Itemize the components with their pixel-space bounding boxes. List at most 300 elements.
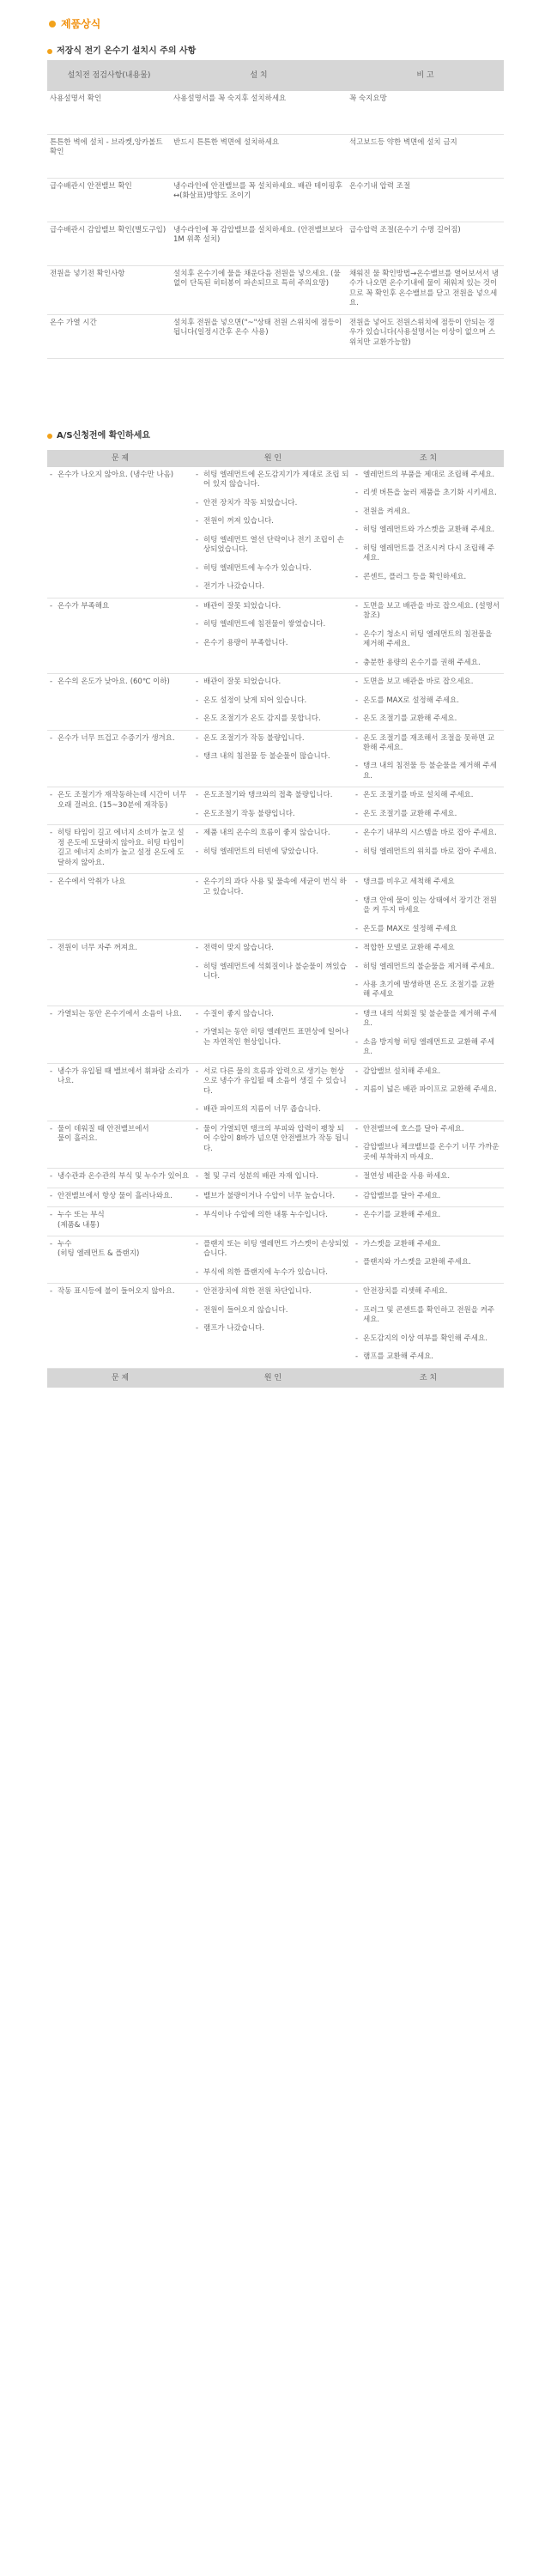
list-item-text: 감압밸브나 체크밸브를 온수기 너무 가까운 곳에 부착하지 마세요. bbox=[363, 1143, 500, 1162]
list-item-text: 밸브가 불량이거나 수압이 너무 높습니다. bbox=[203, 1191, 336, 1200]
table-row bbox=[47, 1236, 504, 1283]
problem-list bbox=[50, 1125, 191, 1145]
troubleshooting-table bbox=[47, 450, 504, 1388]
dash-bullet: - bbox=[196, 1305, 199, 1315]
list-item bbox=[355, 1143, 501, 1163]
dash-bullet: - bbox=[196, 517, 199, 526]
list-item bbox=[355, 963, 501, 972]
list-item-text: 온수기의 과다 사용 및 물속에 세균이 번식 하고 있습니다. bbox=[203, 878, 347, 896]
list-item-text: 소음 방지형 히팅 엘레먼트로 교환해 주세요. bbox=[363, 1037, 495, 1057]
dash-bullet: - bbox=[196, 1211, 199, 1220]
table-cell bbox=[193, 1005, 353, 1063]
list-item bbox=[50, 1125, 191, 1134]
dash-bullet: - bbox=[196, 1287, 199, 1297]
list-item-text: 온도 조절기가 작동 불량입니다. bbox=[203, 733, 305, 743]
table-cell bbox=[47, 874, 193, 940]
table-cell bbox=[193, 1121, 353, 1168]
table-cell bbox=[353, 1207, 504, 1236]
table-row bbox=[47, 874, 504, 940]
dash-bullet bbox=[50, 1221, 58, 1230]
table-cell bbox=[47, 1005, 193, 1063]
dash-bullet: - bbox=[196, 1124, 199, 1133]
table-cell bbox=[353, 1121, 504, 1168]
list-item-text: 온수가 나오지 않아요. (냉수만 나옴) bbox=[58, 471, 174, 479]
list-item bbox=[355, 1125, 501, 1134]
list-item bbox=[196, 1287, 350, 1297]
solution-list bbox=[355, 1192, 501, 1201]
installation-section-heading bbox=[47, 45, 504, 58]
solution-list bbox=[355, 734, 501, 782]
table-row bbox=[47, 1284, 504, 1368]
dash-bullet: - bbox=[355, 791, 359, 800]
list-item-text: 히팅 엘레먼트의 터빈에 닿았습니다. bbox=[203, 847, 318, 856]
list-item-text: 탱크 안에 물이 있는 상태에서 장기간 전원을 켜 두지 마세요 bbox=[363, 896, 497, 915]
table-cell bbox=[193, 787, 353, 825]
list-item bbox=[196, 1105, 350, 1115]
list-item bbox=[196, 602, 350, 611]
list-item bbox=[50, 1134, 191, 1144]
solution-list bbox=[355, 944, 501, 1000]
installation-table bbox=[47, 60, 504, 359]
solution-list bbox=[355, 471, 501, 582]
list-item-text: 온수가 너무 뜨겁고 수증기가 생겨요. bbox=[58, 733, 175, 743]
list-item bbox=[355, 1067, 501, 1077]
bullet-dot-icon bbox=[49, 21, 56, 27]
table-cell bbox=[353, 730, 504, 787]
table-row bbox=[47, 179, 504, 222]
header-cell: 문 제 bbox=[47, 450, 193, 467]
dash-bullet: - bbox=[196, 498, 199, 507]
list-item bbox=[355, 810, 501, 819]
table-row bbox=[47, 222, 504, 266]
list-item bbox=[50, 829, 191, 868]
list-item-text: 온수기 내부의 시스템을 바로 잡아 주세요. bbox=[363, 829, 497, 838]
dash-bullet: - bbox=[50, 1124, 53, 1133]
dash-bullet: - bbox=[50, 791, 53, 800]
dash-bullet: - bbox=[355, 1239, 359, 1249]
table-cell bbox=[193, 940, 353, 1006]
list-item-text: 감압밸브 설치해 주세요. bbox=[363, 1066, 441, 1076]
dash-bullet: - bbox=[196, 733, 199, 743]
list-item bbox=[50, 1249, 191, 1259]
cause-list bbox=[196, 1192, 350, 1201]
list-item bbox=[196, 1240, 350, 1260]
dash-bullet: - bbox=[355, 572, 359, 581]
list-item bbox=[355, 1010, 501, 1030]
dash-bullet: - bbox=[196, 847, 199, 856]
table-cell bbox=[47, 1236, 193, 1283]
dash-bullet: - bbox=[355, 1172, 359, 1182]
list-item bbox=[196, 752, 350, 762]
list-item bbox=[50, 878, 191, 887]
dash-bullet: - bbox=[196, 944, 199, 953]
list-item-text: 온도 조절기가 온도 감지를 못합니다. bbox=[203, 714, 321, 724]
list-item-text: 배관이 잘못 되었습니다. bbox=[203, 677, 282, 687]
list-item-text: 램프를 교환해 주세요. bbox=[363, 1352, 434, 1362]
list-item bbox=[196, 1324, 350, 1334]
table-cell bbox=[47, 940, 193, 1006]
list-item-text: 온도조절기 작동 불량입니다. bbox=[203, 809, 295, 818]
dash-bullet: - bbox=[355, 696, 359, 705]
dash-bullet: - bbox=[196, 809, 199, 818]
dash-bullet: - bbox=[355, 1287, 359, 1297]
list-item-text: 온도 조절기를 재조해서 조절을 못하면 교환해 주세요. bbox=[363, 733, 495, 752]
list-item bbox=[50, 1211, 191, 1220]
table-row bbox=[47, 730, 504, 787]
list-item bbox=[196, 878, 350, 897]
list-item-text: 안전밸브에 호스를 달아 주세요. bbox=[363, 1124, 464, 1133]
solution-list bbox=[355, 1067, 501, 1096]
dash-bullet: - bbox=[50, 1211, 53, 1220]
list-item bbox=[196, 696, 350, 706]
list-item bbox=[355, 1334, 501, 1344]
list-item bbox=[196, 1172, 350, 1182]
list-item bbox=[196, 944, 350, 953]
list-item bbox=[355, 471, 501, 480]
list-item bbox=[196, 1268, 350, 1278]
table-cell: 냉수라인에 꼭 감압밸브를 설치하세요. (안전밸브보다 1M 위쪽 설치) bbox=[171, 222, 347, 266]
table-cell: 채워진 물 확인방법→온수밸브를 열어보셔서 냉수가 나오면 온수기내에 물이 채워져 있는 것이므로 꼭 확인후 온수밸브를 닫고 전원을 넣으세요. bbox=[347, 266, 504, 315]
dash-bullet: - bbox=[355, 489, 359, 498]
dash-bullet: - bbox=[196, 1009, 199, 1018]
list-item-text: (히팅 엘레먼트 & 플랜지) bbox=[58, 1249, 140, 1259]
dash-bullet: - bbox=[355, 544, 359, 553]
list-item-text: 온도조절기와 탱크와의 접촉 불량입니다. bbox=[203, 791, 333, 800]
list-item bbox=[196, 517, 350, 526]
problem-list bbox=[50, 1172, 191, 1182]
cause-list bbox=[196, 677, 350, 724]
dash-bullet: - bbox=[355, 1334, 359, 1343]
list-item bbox=[196, 1028, 350, 1048]
solution-list bbox=[355, 829, 501, 857]
list-item bbox=[50, 1192, 191, 1201]
list-item bbox=[50, 1221, 191, 1230]
list-item-text: 히팅 엘레먼트에 침전물이 쌓였습니다. bbox=[203, 620, 326, 629]
list-item-text: 탱크 내의 침전물 등 불순물을 제거해 주세요. bbox=[363, 762, 497, 781]
list-item-text: 히팅 엘레먼트에 온도감지기가 제대로 조립 되어 있지 않습니다. bbox=[203, 471, 349, 489]
table-cell bbox=[193, 874, 353, 940]
dash-bullet: - bbox=[50, 1239, 53, 1249]
list-item-text: 부식에 의한 플랜지에 누수가 있습니다. bbox=[203, 1267, 328, 1277]
dash-bullet: - bbox=[355, 1211, 359, 1220]
list-item bbox=[196, 1067, 350, 1097]
list-item bbox=[355, 1306, 501, 1326]
list-item-text: 온수가 부족해요 bbox=[58, 601, 110, 611]
table-header-row bbox=[47, 450, 504, 467]
dash-bullet: - bbox=[355, 924, 359, 933]
dash-bullet: - bbox=[355, 629, 359, 639]
table-row bbox=[47, 1121, 504, 1168]
dash-bullet: - bbox=[355, 507, 359, 516]
dash-bullet: - bbox=[196, 714, 199, 724]
table-cell: 반드시 튼튼한 벽면에 설치하세요 bbox=[171, 135, 347, 179]
list-item-text: 적합한 모델로 교환해 주세요 bbox=[363, 944, 455, 953]
list-item bbox=[355, 791, 501, 800]
dash-bullet: - bbox=[196, 1105, 199, 1115]
dash-bullet: - bbox=[355, 658, 359, 667]
table-cell bbox=[193, 467, 353, 598]
dash-bullet: - bbox=[50, 471, 53, 479]
list-item bbox=[355, 1258, 501, 1267]
dash-bullet: - bbox=[196, 1191, 199, 1200]
list-item bbox=[196, 791, 350, 800]
table-cell bbox=[353, 1284, 504, 1368]
table-cell bbox=[353, 1063, 504, 1121]
dash-bullet: - bbox=[196, 1324, 199, 1334]
table-cell: 설치후 온수기에 물을 채운다음 전원을 넣으세요. (물없이 단독된 히터봉이 파손되므로 특히 주의요망) bbox=[171, 266, 347, 315]
table-footer-row bbox=[47, 1368, 504, 1388]
dash-bullet: - bbox=[355, 1352, 359, 1362]
list-item-text: 전기가 나갔습니다. bbox=[203, 582, 265, 592]
list-item bbox=[355, 896, 501, 916]
list-item-text: 안전밸브에서 항상 물이 흘러나와요. bbox=[58, 1191, 173, 1200]
table-cell bbox=[353, 940, 504, 1006]
list-item-text: 온도 조절기를 바로 설치해 주세요. bbox=[363, 791, 474, 800]
list-item bbox=[196, 714, 350, 724]
list-item-text: 충분한 용량의 온수기를 권해 주세요. bbox=[363, 658, 481, 667]
dash-bullet: - bbox=[50, 1191, 53, 1200]
cause-list bbox=[196, 602, 350, 648]
solution-list bbox=[355, 1125, 501, 1163]
solution-list bbox=[355, 791, 501, 819]
table-cell: 튼튼한 벽에 설치 - 브라켓,앙카볼트 확인 bbox=[47, 135, 171, 179]
list-item-text: 플랜지와 가스켓을 교환해 주세요. bbox=[363, 1258, 471, 1267]
problem-list bbox=[50, 829, 191, 868]
dash-bullet: - bbox=[355, 762, 359, 771]
cause-list bbox=[196, 734, 350, 762]
table-cell bbox=[353, 1005, 504, 1063]
dash-bullet: - bbox=[355, 809, 359, 818]
list-item bbox=[196, 1125, 350, 1154]
table-cell bbox=[47, 787, 193, 825]
dash-bullet: - bbox=[196, 1066, 199, 1076]
list-item-text: 가열되는 동안 온수기에서 소음이 나요. bbox=[58, 1009, 182, 1018]
list-item-text: 리셋 버튼을 눌러 제품을 초기화 시키세요. bbox=[363, 489, 497, 498]
list-item-text: 엘레먼트의 부품을 제대로 조립해 주세요. bbox=[363, 471, 495, 479]
list-item-text: 탱크 내의 침전물 등 불순물이 많습니다. bbox=[203, 751, 330, 761]
problem-list bbox=[50, 602, 191, 611]
list-item bbox=[50, 471, 191, 480]
solution-list bbox=[355, 1010, 501, 1058]
dash-bullet: - bbox=[50, 1009, 53, 1018]
table-cell bbox=[353, 674, 504, 730]
list-item-text: 히팅 엘레먼트의 위치를 바로 잡아 주세요. bbox=[363, 847, 497, 856]
list-item-text: 온수의 온도가 낮아요. (60℃ 이하) bbox=[58, 677, 170, 687]
dash-bullet: - bbox=[50, 829, 53, 838]
table-cell: 사용설명서 확인 bbox=[47, 91, 171, 135]
list-item-text: 히팅 엘레먼트와 가스켓을 교환해 주세요. bbox=[363, 526, 495, 535]
solution-list bbox=[355, 1172, 501, 1182]
list-item bbox=[355, 762, 501, 781]
list-item-text: 온수기 용량이 부족합니다. bbox=[203, 638, 288, 647]
list-item bbox=[355, 630, 501, 650]
table-row bbox=[47, 825, 504, 874]
table-row bbox=[47, 314, 504, 358]
dash-bullet: - bbox=[196, 582, 199, 592]
list-item bbox=[196, 734, 350, 744]
list-item-text: 온도감지의 이상 여부를 확인해 주세요. bbox=[363, 1334, 487, 1343]
list-item bbox=[50, 944, 191, 953]
list-item-text: 감압밸브를 달아 주세요. bbox=[363, 1191, 441, 1200]
list-item bbox=[50, 1172, 191, 1182]
table-row bbox=[47, 1207, 504, 1236]
table-cell bbox=[193, 674, 353, 730]
list-item-text: 콘센트, 플러그 등을 확인하세요. bbox=[363, 572, 467, 581]
solution-list bbox=[355, 677, 501, 724]
list-item-text: (제품& 내통) bbox=[58, 1220, 100, 1230]
table-cell bbox=[353, 598, 504, 673]
list-item-text: 온도 설정이 낮게 되어 있습니다. bbox=[203, 696, 307, 705]
cause-list bbox=[196, 471, 350, 592]
list-item-text: 전원이 꺼져 있습니다. bbox=[203, 517, 275, 526]
list-item-text: 부식이나 수압에 의한 내통 누수입니다. bbox=[203, 1211, 328, 1220]
problem-list bbox=[50, 1240, 191, 1260]
list-item-text: 누수 bbox=[58, 1239, 72, 1249]
solution-list bbox=[355, 1287, 501, 1362]
list-item bbox=[355, 1192, 501, 1201]
table-row bbox=[47, 940, 504, 1006]
list-item bbox=[50, 791, 191, 811]
list-item-text: 히팅 타임이 길고 에너지 소비가 높고 설정 온도에 도달하지 않아요. 히팅 타임이 길고 에너지 소비가 높고 설정 온도에 도달하지 않아요. bbox=[58, 829, 185, 867]
footer-cell: 조 치 bbox=[353, 1368, 504, 1388]
list-item bbox=[355, 944, 501, 953]
table-cell bbox=[193, 1188, 353, 1206]
table-row bbox=[47, 787, 504, 825]
table-cell bbox=[47, 1188, 193, 1206]
list-item bbox=[196, 1192, 350, 1201]
dash-bullet: - bbox=[355, 981, 359, 989]
dash-bullet: - bbox=[355, 1305, 359, 1315]
header-cell: 원 인 bbox=[193, 450, 353, 467]
table-row bbox=[47, 266, 504, 315]
list-item-text: 안전장치에 의한 전원 차단입니다. bbox=[203, 1287, 312, 1297]
installation-section bbox=[47, 45, 504, 359]
list-item bbox=[355, 848, 501, 857]
list-item bbox=[355, 981, 501, 1000]
list-item bbox=[50, 1287, 191, 1297]
list-item-text: 램프가 나갔습니다. bbox=[203, 1324, 265, 1334]
dash-bullet: - bbox=[50, 1172, 53, 1182]
dash-bullet: - bbox=[355, 1085, 359, 1095]
list-item-text: 온도를 MAX로 설정해 주세요 bbox=[363, 924, 457, 933]
list-item-text: 탱크 내의 석회질 및 불순물을 제거해 주세요. bbox=[363, 1009, 497, 1029]
dash-bullet: - bbox=[50, 878, 53, 887]
as-check-section-heading bbox=[47, 429, 504, 443]
list-item bbox=[355, 878, 501, 887]
solution-list bbox=[355, 878, 501, 934]
problem-list bbox=[50, 1192, 191, 1201]
cause-list bbox=[196, 1067, 350, 1115]
dash-bullet: - bbox=[196, 620, 199, 629]
table-row bbox=[47, 91, 504, 135]
dash-bullet: - bbox=[196, 471, 199, 479]
list-item bbox=[355, 1352, 501, 1362]
list-item-text: 누수 또는 부식 bbox=[58, 1211, 105, 1220]
table-cell bbox=[353, 1236, 504, 1283]
page-title: 제품상식 bbox=[61, 17, 101, 30]
cause-list bbox=[196, 878, 350, 897]
list-item-text: 온수기를 교환해 주세요. bbox=[363, 1211, 441, 1220]
dash-bullet: - bbox=[196, 962, 199, 971]
list-item-text: 절연성 배관을 사용 하세요. bbox=[363, 1172, 451, 1182]
dash-bullet: - bbox=[355, 829, 359, 838]
dash-bullet: - bbox=[355, 471, 359, 479]
list-item-text: 온수기 청소시 히팅 엘레먼트의 침전물을 제거해 주세요. bbox=[363, 629, 493, 649]
table-cell: 사용설명서를 꼭 숙지후 설치하세요 bbox=[171, 91, 347, 135]
table-cell: 온수 가열 시간 bbox=[47, 314, 171, 358]
list-item-text: 플랜지 또는 히팅 엘레먼트 가스켓이 손상되었습니다. bbox=[203, 1239, 349, 1259]
list-item-text: 안전장치를 리셋해 주세요. bbox=[363, 1287, 448, 1297]
dash-bullet bbox=[50, 1249, 58, 1259]
cause-list bbox=[196, 791, 350, 819]
list-item bbox=[196, 582, 350, 592]
list-item bbox=[196, 564, 350, 574]
section-title: 저장식 전기 온수기 설치시 주의 사항 bbox=[57, 46, 197, 57]
list-item-text: 철 및 구리 성분의 배관 자재 입니다. bbox=[203, 1172, 318, 1182]
table-cell bbox=[353, 467, 504, 598]
dash-bullet: - bbox=[355, 1066, 359, 1076]
table-cell: 전원을 넣어도 전원스위치에 점등이 안되는 경우가 있습니다(사용설명서는 이상이 없으며 스위치만 교환가능함) bbox=[347, 314, 504, 358]
problem-list bbox=[50, 1067, 191, 1087]
list-item bbox=[50, 734, 191, 744]
dash-bullet: - bbox=[50, 601, 53, 611]
list-item-text: 물이 흘러요. bbox=[58, 1134, 98, 1144]
cause-list bbox=[196, 1287, 350, 1334]
table-header-row bbox=[47, 60, 504, 91]
list-item-text: 서로 다른 물의 흐름과 압력으로 생기는 현상으로 냉수가 유입될 때 소음이 생길 수 있습니다. bbox=[203, 1066, 347, 1096]
table-cell bbox=[353, 874, 504, 940]
footer-cell: 원 인 bbox=[193, 1368, 353, 1388]
list-item bbox=[355, 526, 501, 535]
table-cell bbox=[47, 1284, 193, 1368]
list-item bbox=[196, 677, 350, 687]
dash-bullet: - bbox=[196, 878, 199, 887]
list-item bbox=[50, 602, 191, 611]
header-cell: 설 치 bbox=[171, 60, 347, 91]
dash-bullet: - bbox=[355, 733, 359, 743]
dash-bullet: - bbox=[196, 1239, 199, 1249]
dash-bullet: - bbox=[196, 535, 199, 544]
list-item bbox=[196, 963, 350, 982]
list-item bbox=[196, 536, 350, 556]
list-item-text: 가스켓을 교환해 주세요. bbox=[363, 1239, 441, 1249]
list-item bbox=[355, 925, 501, 934]
dash-bullet: - bbox=[355, 944, 359, 953]
cause-list bbox=[196, 829, 350, 857]
list-item-text: 히팅 엘레먼트의 불순물을 제거해 주세요. bbox=[363, 962, 495, 971]
list-item bbox=[355, 677, 501, 687]
list-item bbox=[196, 810, 350, 819]
table-cell: 급수배관시 안전밸브 확인 bbox=[47, 179, 171, 222]
list-item bbox=[50, 677, 191, 687]
table-cell bbox=[193, 1207, 353, 1236]
list-item-text: 전력이 맞지 않습니다. bbox=[203, 944, 275, 953]
list-item bbox=[196, 1010, 350, 1019]
table-row bbox=[47, 1188, 504, 1206]
list-item bbox=[355, 507, 501, 517]
cause-list bbox=[196, 1172, 350, 1182]
table-cell bbox=[353, 787, 504, 825]
list-item-text: 수질이 좋지 않습니다. bbox=[203, 1009, 275, 1018]
list-item bbox=[355, 734, 501, 754]
header-cell: 설치전 점검사항(내용물) bbox=[47, 60, 171, 91]
list-item-text: 온도를 MAX로 설정해 주세요. bbox=[363, 696, 459, 705]
table-cell bbox=[193, 1169, 353, 1188]
cause-list bbox=[196, 1211, 350, 1220]
list-item-text: 온도 조절기가 재작동하는데 시간이 너무 오래 걸려요. (15~30분에 재작동) bbox=[58, 791, 187, 810]
dash-bullet: - bbox=[355, 1191, 359, 1200]
list-item-text: 냉수가 유입될 때 밸브에서 휘파람 소리가 나요. bbox=[58, 1066, 190, 1086]
